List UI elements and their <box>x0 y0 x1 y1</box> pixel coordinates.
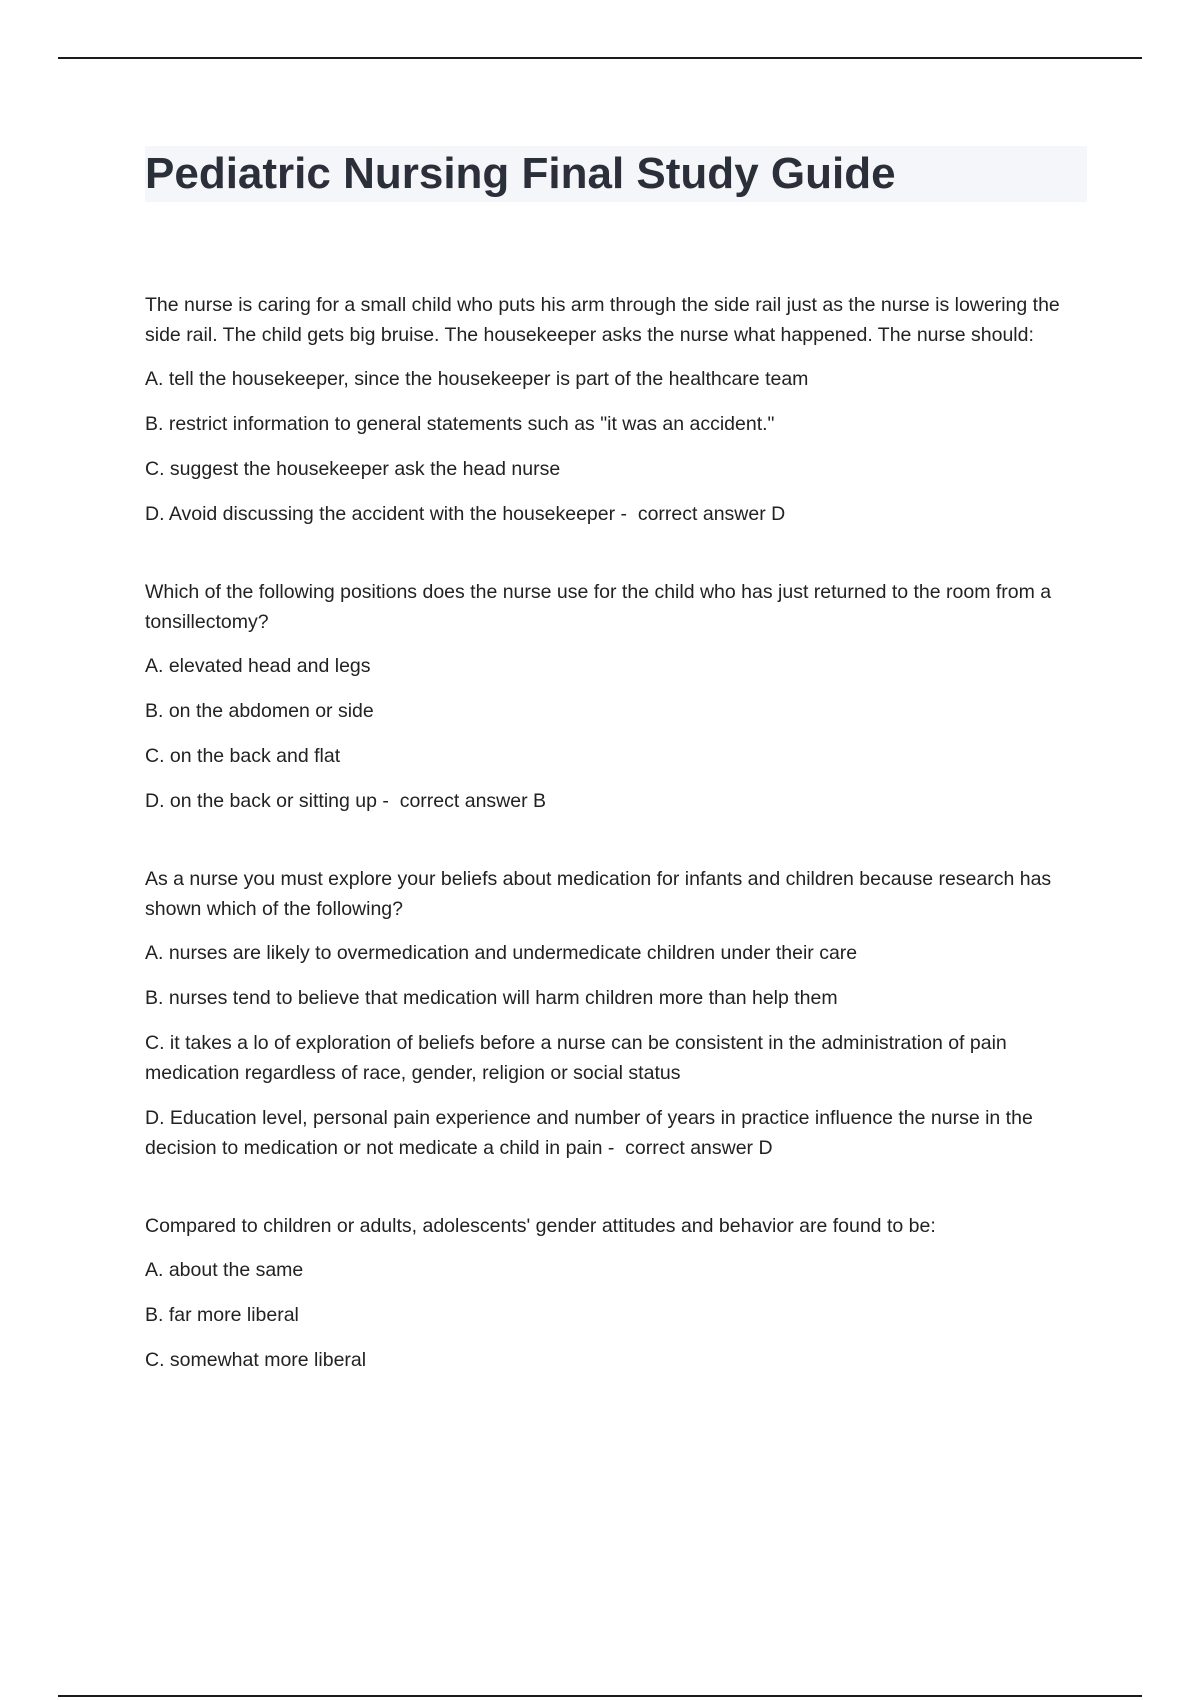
question-3 <box>145 864 1090 1163</box>
answer-option-c: C. on the back and flat <box>145 745 341 767</box>
answer-option-b: B. restrict information to general statements such as "it was an accident." <box>145 413 775 435</box>
answer-option-b: B. far more liberal <box>145 1304 299 1326</box>
answer-option-a: A. elevated head and legs <box>145 655 371 677</box>
answer-option-d: D. Education level, personal pain experience and number of years in practice influence the nurse in the decision to medication or not medicate a child in pain - correct answer D <box>145 1107 1033 1159</box>
question-1 <box>145 290 1090 529</box>
answer-option-b: B. on the abdomen or side <box>145 700 374 722</box>
answer-options <box>145 1255 1090 1375</box>
question-stem: Which of the following positions does the nurse use for the child who has just returned to the room from a tonsillectomy? <box>145 581 1052 633</box>
question-stem: The nurse is caring for a small child who puts his arm through the side rail just as the nurse is lowering the side rail. The child gets big bruise. The housekeeper asks the nurse what happened. The nurse should: <box>145 294 1060 346</box>
question-stem: As a nurse you must explore your beliefs about medication for infants and children because research has shown which of the following? <box>145 868 1052 920</box>
top-rule <box>58 57 1142 59</box>
answer-option-c: C. it takes a lo of exploration of beliefs before a nurse can be consistent in the administration of pain medication regardless of race, gender, religion or social status <box>145 1032 1007 1084</box>
document-title: Pediatric Nursing Final Study Guide <box>145 149 896 198</box>
question-2 <box>145 577 1090 816</box>
answer-option-a: A. about the same <box>145 1259 304 1281</box>
bottom-rule <box>58 1695 1142 1697</box>
answer-option-d: D. Avoid discussing the accident with the housekeeper - correct answer D <box>145 503 786 525</box>
answer-option-a: A. tell the housekeeper, since the housekeeper is part of the healthcare team <box>145 368 809 390</box>
answer-options <box>145 651 1090 816</box>
answer-option-b: B. nurses tend to believe that medication will harm children more than help them <box>145 987 838 1009</box>
question-list <box>145 290 1090 1423</box>
answer-options <box>145 364 1090 529</box>
question-4 <box>145 1211 1090 1375</box>
answer-option-c: C. somewhat more liberal <box>145 1349 367 1371</box>
answer-option-c: C. suggest the housekeeper ask the head nurse <box>145 458 561 480</box>
title-banner <box>145 146 1087 202</box>
question-stem: Compared to children or adults, adolescents' gender attitudes and behavior are found to be: <box>145 1215 936 1237</box>
answer-option-d: D. on the back or sitting up - correct answer B <box>145 790 547 812</box>
answer-option-a: A. nurses are likely to overmedication and undermedicate children under their care <box>145 942 858 964</box>
answer-options <box>145 938 1090 1163</box>
